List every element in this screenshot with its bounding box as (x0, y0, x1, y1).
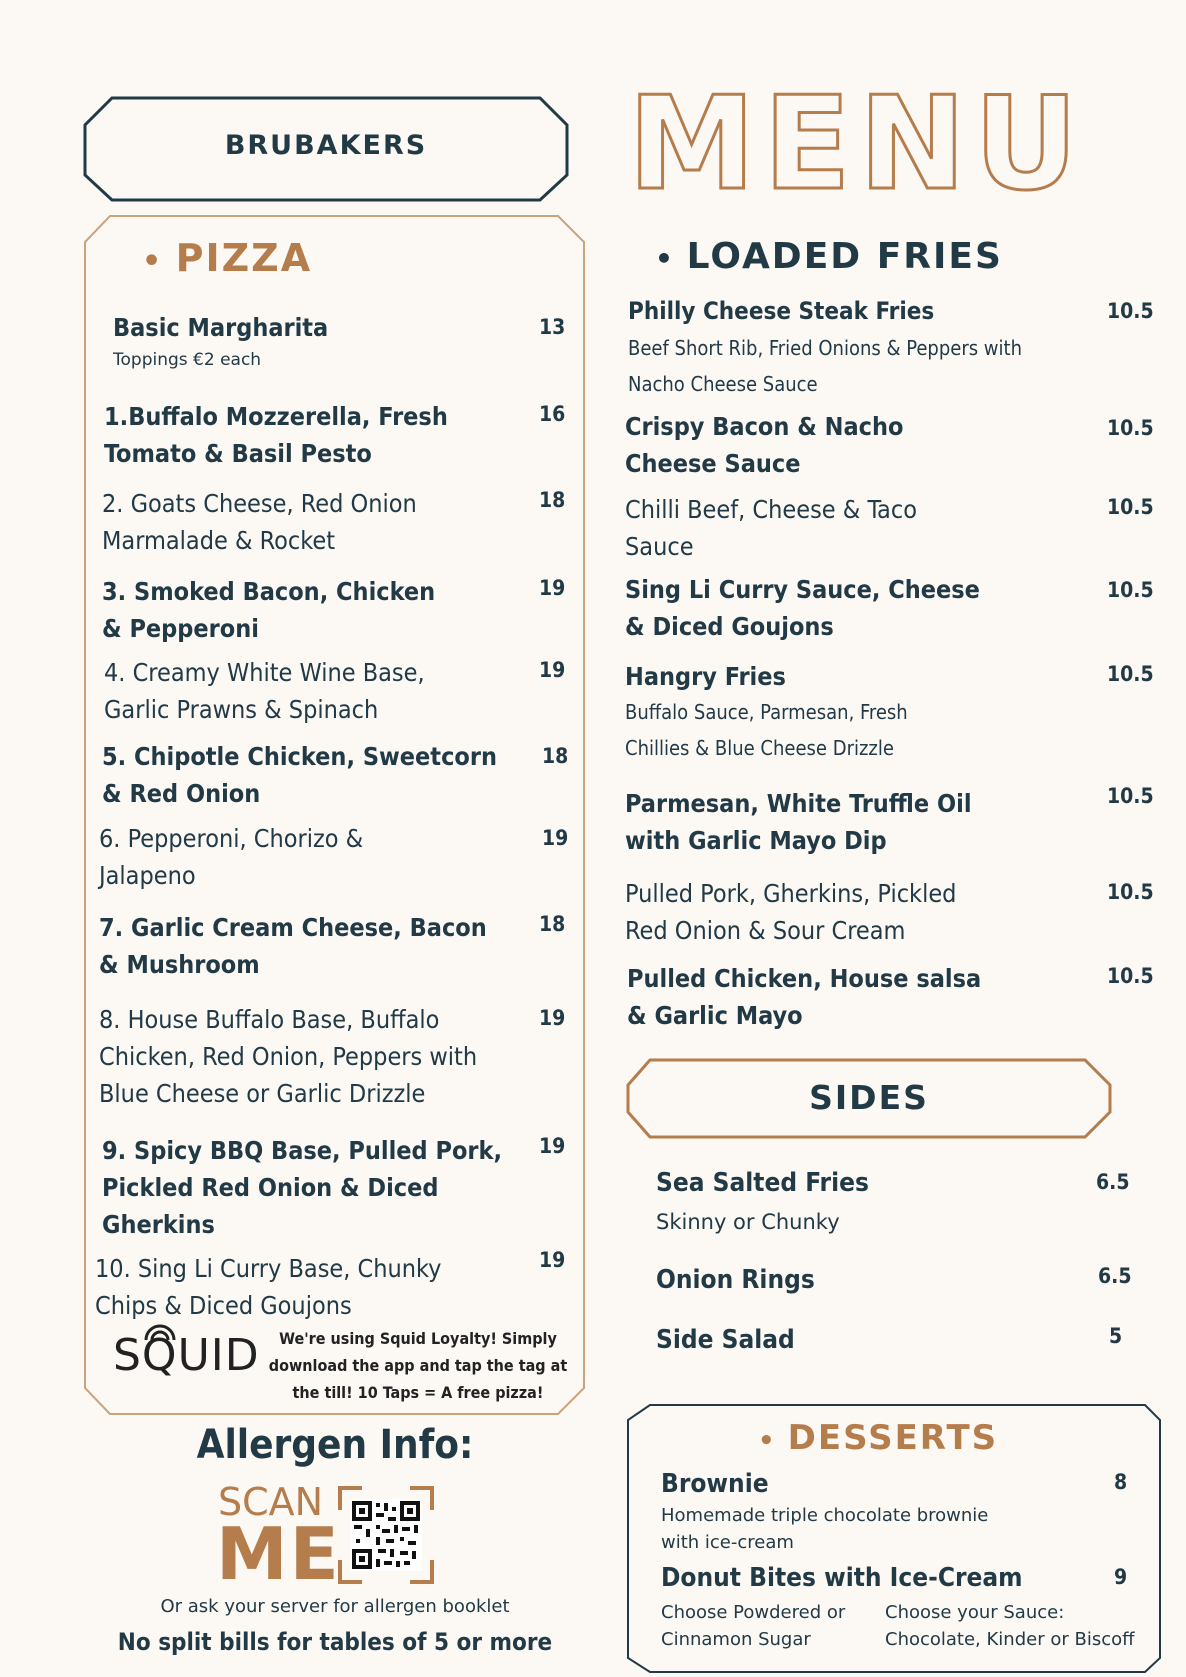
item-name-line1: 2. Goats Cheese, Red Onion (102, 489, 417, 518)
item-price: 10.5 (1107, 578, 1154, 602)
item-price: 19 (542, 826, 569, 850)
squid-line: We're using Squid Loyalty! Simply (279, 1329, 557, 1348)
item-name-line1: 6. Pepperoni, Chorizo & (99, 824, 364, 853)
item-price: 19 (539, 658, 566, 682)
item-name-line2: Sauce (625, 532, 694, 561)
item-name: Basic Margharita (113, 313, 329, 342)
item-name-line2: Red Onion & Sour Cream (625, 916, 906, 945)
item-name-line2: with Garlic Mayo Dip (625, 826, 887, 855)
squid-line: the till! 10 Taps = A free pizza! (292, 1383, 544, 1402)
item-name-line1: 1.Buffalo Mozzerella, Fresh (104, 402, 448, 431)
item-price: 19 (539, 1248, 566, 1272)
split-bills-note: No split bills for tables of 5 or more (117, 1628, 553, 1656)
item-price: 10.5 (1107, 964, 1154, 988)
item-name-line2: Chicken, Red Onion, Peppers with (99, 1042, 478, 1071)
item-name-line2: & Pepperoni (102, 614, 259, 643)
qr-code-icon[interactable] (350, 1499, 422, 1571)
item-price: 16 (539, 402, 566, 426)
item-price: 18 (542, 744, 569, 768)
item-price: 9 (1114, 1565, 1128, 1589)
item-name-line1: Pulled Chicken, House salsa (627, 964, 982, 993)
option-line: Cinnamon Sugar (661, 1629, 811, 1650)
item-name-line1: 7. Garlic Cream Cheese, Bacon (99, 913, 487, 942)
item-name: Donut Bites with Ice-Cream (661, 1563, 1023, 1593)
bullet-icon: • (655, 242, 687, 275)
item-name-line1: Crispy Bacon & Nacho (625, 412, 904, 441)
item-name-line1: 5. Chipotle Chicken, Sweetcorn (102, 742, 497, 771)
bullet-icon: • (758, 1426, 788, 1456)
item-name-line1: 9. Spicy BBQ Base, Pulled Pork, (102, 1136, 502, 1165)
item-name-line1: 3. Smoked Bacon, Chicken (102, 577, 436, 606)
item-price: 6.5 (1096, 1170, 1130, 1194)
item-price: 10.5 (1107, 299, 1154, 323)
item-name-line2: & Red Onion (102, 779, 261, 808)
item-price: 13 (539, 315, 566, 339)
item-name-line1: Parmesan, White Truffle Oil (625, 789, 972, 818)
item-price: 10.5 (1107, 495, 1154, 519)
allergen-note: Or ask your server for allergen booklet (160, 1596, 510, 1617)
item-sub-line2: with ice-cream (661, 1532, 794, 1553)
loaded-fries-heading: • LOADED FRIES (655, 236, 1003, 277)
allergen-title: Allergen Info: (196, 1422, 474, 1468)
item-name: Onion Rings (656, 1265, 815, 1295)
restaurant-name: BRUBAKERS (224, 130, 428, 161)
item-sub-line1: Beef Short Rib, Fried Onions & Peppers with (628, 336, 1022, 360)
item-name-line2: Tomato & Basil Pesto (104, 439, 372, 468)
item-name-line2: Chips & Diced Goujons (95, 1291, 352, 1320)
squid-line: download the app and tap the tag at (268, 1356, 568, 1375)
item-name-line1: Sing Li Curry Sauce, Cheese (625, 575, 980, 604)
item-name-line1: 8. House Buffalo Base, Buffalo (99, 1005, 440, 1034)
item-name-line2: Marmalade & Rocket (102, 526, 336, 555)
item-name: Sea Salted Fries (656, 1168, 869, 1198)
item-price: 10.5 (1107, 416, 1154, 440)
item-name-line2: Pickled Red Onion & Diced (102, 1173, 439, 1202)
item-price: 19 (539, 1134, 566, 1158)
item-price: 5 (1109, 1324, 1123, 1348)
item-price: 18 (539, 912, 566, 936)
item-name-line1: 10. Sing Li Curry Base, Chunky (95, 1254, 442, 1283)
item-sub-line2: Nacho Cheese Sauce (628, 372, 818, 396)
item-sub: Skinny or Chunky (656, 1210, 840, 1234)
item-sub-line1: Homemade triple chocolate brownie (661, 1505, 989, 1526)
item-name-line2: Cheese Sauce (625, 449, 801, 478)
menu-title: MENU (628, 70, 1086, 219)
item-price: 19 (539, 576, 566, 600)
item-sub-line1: Buffalo Sauce, Parmesan, Fresh (625, 700, 908, 724)
item-name-line1: Pulled Pork, Gherkins, Pickled (625, 879, 957, 908)
item-sub: Toppings €2 each (113, 350, 262, 370)
item-name-line2: & Garlic Mayo (627, 1001, 803, 1030)
item-price: 6.5 (1098, 1264, 1132, 1288)
item-name-line3: Gherkins (102, 1210, 215, 1239)
option-line: Chocolate, Kinder or Biscoff (885, 1629, 1135, 1650)
desserts-heading: • DESSERTS (758, 1418, 999, 1458)
sides-heading: SIDES (809, 1078, 929, 1117)
item-name: Hangry Fries (625, 662, 786, 691)
item-name-line1: Chilli Beef, Cheese & Taco (625, 495, 917, 524)
item-price: 10.5 (1107, 880, 1154, 904)
scan-label: SCAN (218, 1480, 324, 1524)
item-name-line2: & Mushroom (99, 950, 260, 979)
item-price: 18 (539, 488, 566, 512)
item-name: Brownie (661, 1469, 769, 1499)
squid-logo: SQUID (113, 1330, 260, 1381)
item-price: 10.5 (1107, 784, 1154, 808)
item-name: Side Salad (656, 1325, 795, 1355)
item-price: 8 (1114, 1470, 1128, 1494)
item-price: 10.5 (1107, 662, 1154, 686)
item-price: 19 (539, 1006, 566, 1030)
item-name: Philly Cheese Steak Fries (628, 297, 935, 325)
item-sub-line2: Chillies & Blue Cheese Drizzle (625, 736, 894, 760)
item-name-line2: Garlic Prawns & Spinach (104, 695, 379, 724)
item-name-line1: 4. Creamy White Wine Base, (104, 658, 425, 687)
option-line: Choose Powdered or (661, 1602, 846, 1623)
pizza-heading: • PIZZA (142, 236, 313, 280)
option-line: Choose your Sauce: (885, 1602, 1065, 1623)
bullet-icon: • (142, 244, 176, 279)
squid-message (268, 1325, 568, 1406)
item-name-line3: Blue Cheese or Garlic Drizzle (99, 1079, 426, 1108)
me-label: ME (216, 1512, 341, 1596)
item-name-line2: Jalapeno (99, 861, 196, 890)
item-name-line2: & Diced Goujons (625, 612, 834, 641)
